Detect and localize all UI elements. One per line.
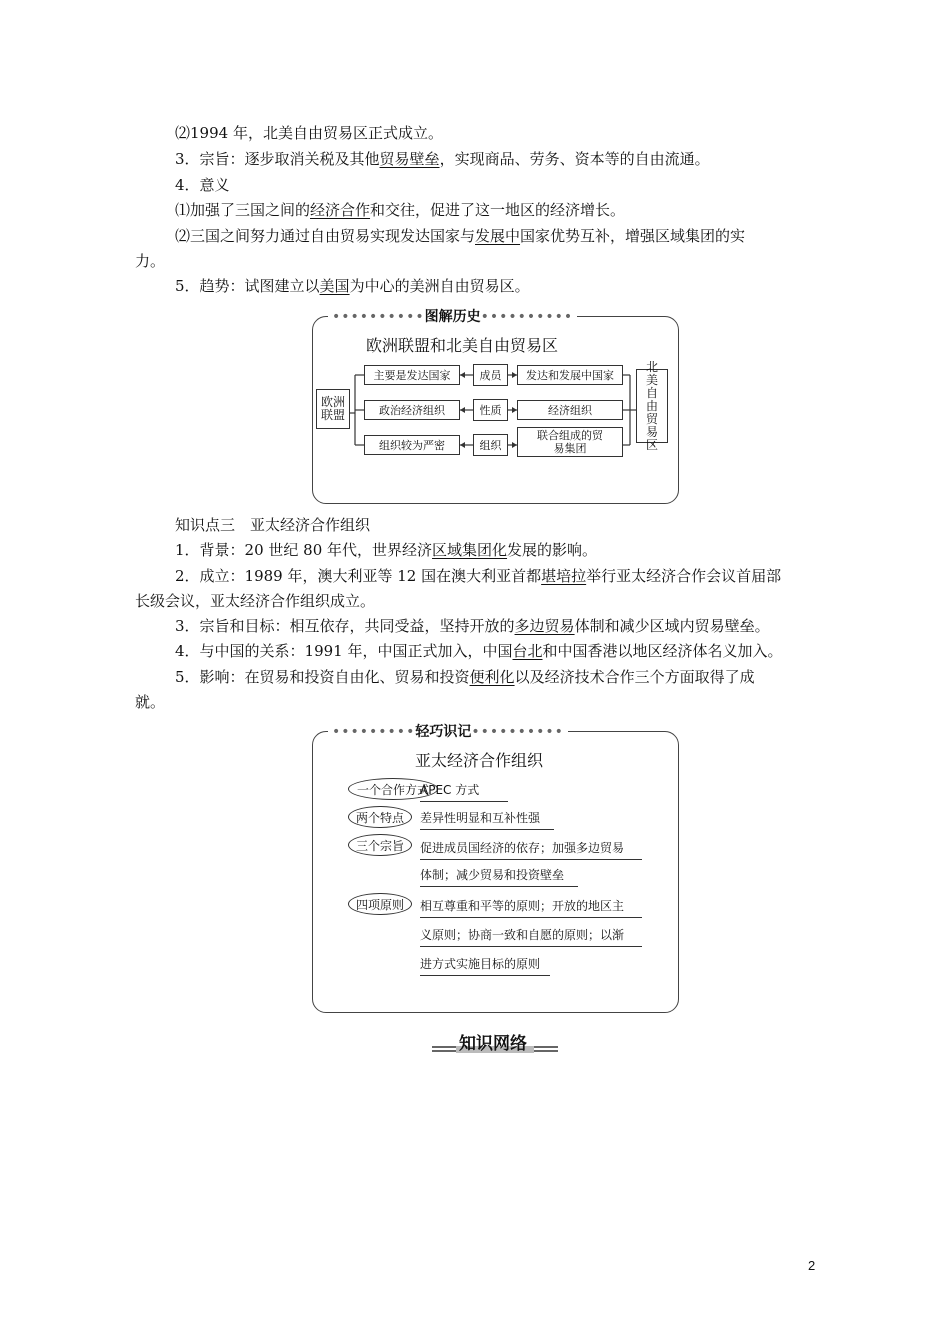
node-eu-members: 主要是发达国家 <box>364 365 460 385</box>
apec-item-5: 5．影响：在贸易和投资自由化、贸易和投资便利化以及经济技术合作三个方面取得了成 <box>175 668 755 686</box>
apec-item-1: 1．背景：20 世纪 80 年代，世界经济区域集团化发展的影响。 <box>175 541 598 559</box>
tag-two-features: 两个特点 <box>348 806 412 828</box>
node-nafta-nature: 经济组织 <box>517 400 623 420</box>
memo-line-4-2: 义原则；协商一致和自愿的原则；以渐 <box>420 926 642 947</box>
apec-item-4: 4．与中国的关系：1991 年，中国正式加入，中国台北和中国香港以地区经济体名义加入。 <box>175 642 783 660</box>
tag-three-purposes: 三个宗旨 <box>348 834 412 856</box>
diagram-title-eu-nafta: 欧洲联盟和北美自由贸易区 <box>366 336 559 355</box>
item-3-purpose: 3．宗旨：逐步取消关税及其他贸易壁垒，实现商品、劳务、资本等的自由流通。 <box>175 150 710 168</box>
memo-line-4-1: 相互尊重和平等的原则；开放的地区主 <box>420 897 642 918</box>
apec-item-3: 3．宗旨和目标：相互依存，共同受益，坚持开放的多边贸易体制和减少区域内贸易壁垒。 <box>175 617 770 635</box>
section-heading-apec: 知识点三 亚太经济合作组织 <box>175 516 371 534</box>
item-4-2: ⑵三国之间努力通过自由贸易实现发达国家与发展中国家优势互补，增强区域集团的实 <box>175 227 746 245</box>
node-nafta-organization: 联合组成的贸易集团 <box>517 427 623 457</box>
item-4-2-cont: 力。 <box>135 252 166 270</box>
diagram-title-apec: 亚太经济合作组织 <box>415 751 544 770</box>
node-nafta: 北美自由贸易区 <box>636 369 668 443</box>
apec-item-5-cont: 就。 <box>135 693 166 711</box>
node-label-organization: 组织 <box>473 434 508 456</box>
node-eu-organization: 组织较为严密 <box>364 435 460 455</box>
node-label-members: 成员 <box>473 364 508 386</box>
memo-line-1-1: APEC 方式 <box>420 781 508 802</box>
tag-one-cooperation: 一个合作方式 <box>348 778 438 800</box>
memo-line-2-1: 差异性明显和互补性强 <box>420 809 554 830</box>
apec-item-2-cont: 长级会议，亚太经济合作组织成立。 <box>135 592 376 610</box>
item-2-1994: ⑵1994 年，北美自由贸易区正式成立。 <box>175 124 443 142</box>
item-5-trend: 5．趋势：试图建立以美国为中心的美洲自由贸易区。 <box>175 277 530 295</box>
memo-line-3-1: 促进成员国经济的依存；加强多边贸易 <box>420 839 642 860</box>
node-eu-nature: 政治经济组织 <box>364 400 460 420</box>
diagram-label-qingqiao: •••••••••轻巧识记•••••••••• <box>328 721 568 741</box>
memo-line-3-2: 体制；减少贸易和投资壁垒 <box>420 866 578 887</box>
node-nafta-members: 发达和发展中国家 <box>517 365 623 385</box>
node-label-nature: 性质 <box>473 399 508 421</box>
memo-line-4-3: 进方式实施目标的原则 <box>420 955 550 976</box>
network-label: 知识网络 <box>459 1034 527 1054</box>
apec-item-2: 2．成立：1989 年，澳大利亚等 12 国在澳大利亚首都堪培拉举行亚太经济合作会议首届部 <box>175 567 782 585</box>
node-eu: 欧洲联盟 <box>316 389 350 429</box>
diagram-label-tujie: ••••••••••图解历史•••••••••• <box>328 306 577 326</box>
tag-four-principles: 四项原则 <box>348 893 412 915</box>
item-4-1: ⑴加强了三国之间的经济合作和交往，促进了这一地区的经济增长。 <box>175 201 626 219</box>
page-number: 2 <box>808 1258 816 1273</box>
item-4-heading: 4．意义 <box>175 176 230 194</box>
